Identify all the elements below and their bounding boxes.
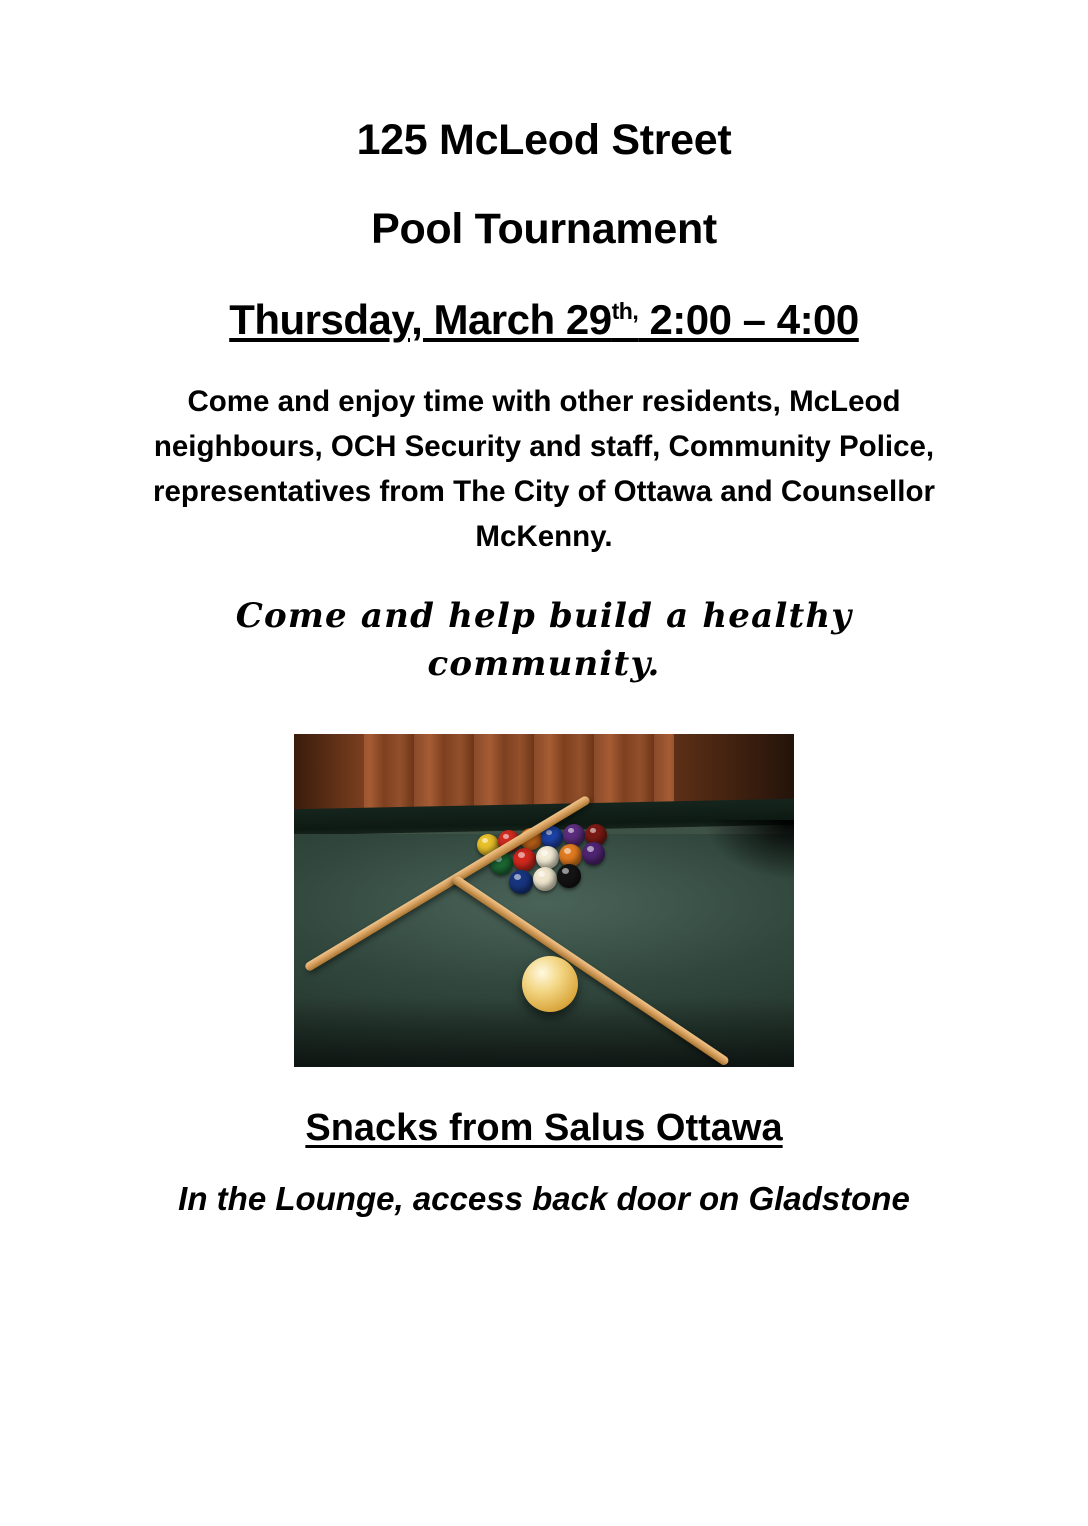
flyer-page — [0, 118, 1088, 1526]
event-time: 2:00 – 4:00 — [638, 296, 859, 344]
event-date-prefix: Thursday, March 29 — [229, 296, 612, 344]
pool-table-photo — [294, 734, 794, 1067]
invitation-paragraph: Come and enjoy time with other residents, McLeod neighbours, OCH Security and staff, Community Police, representatives from The City of Ottawa and Counsellor McKenny. — [153, 385, 935, 553]
ball-purple-5 — [563, 824, 585, 846]
photo-container — [64, 734, 1024, 1067]
slogan-text: Come and help build a healthy community. — [235, 595, 853, 684]
event-date-ordinal: th, — [611, 298, 639, 325]
ball-purple-11 — [582, 842, 605, 865]
page-title-event: Pool Tournament — [371, 205, 717, 254]
ball-black-14 — [557, 864, 581, 888]
ball-stripe-9 — [536, 846, 559, 869]
ball-red-8 — [513, 848, 536, 871]
ball-white-13 — [533, 867, 557, 891]
ball-blue-12 — [509, 870, 533, 894]
snacks-line — [64, 1107, 1024, 1150]
page-title-address: 125 McLeod Street — [356, 116, 732, 164]
cue-ball — [522, 956, 578, 1012]
corner-shadow — [704, 820, 794, 880]
location-line: In the Lounge, access back door on Gladstone — [178, 1180, 910, 1218]
snacks-text: Snacks from Salus Ottawa — [305, 1107, 783, 1150]
event-date-time — [64, 296, 1024, 344]
